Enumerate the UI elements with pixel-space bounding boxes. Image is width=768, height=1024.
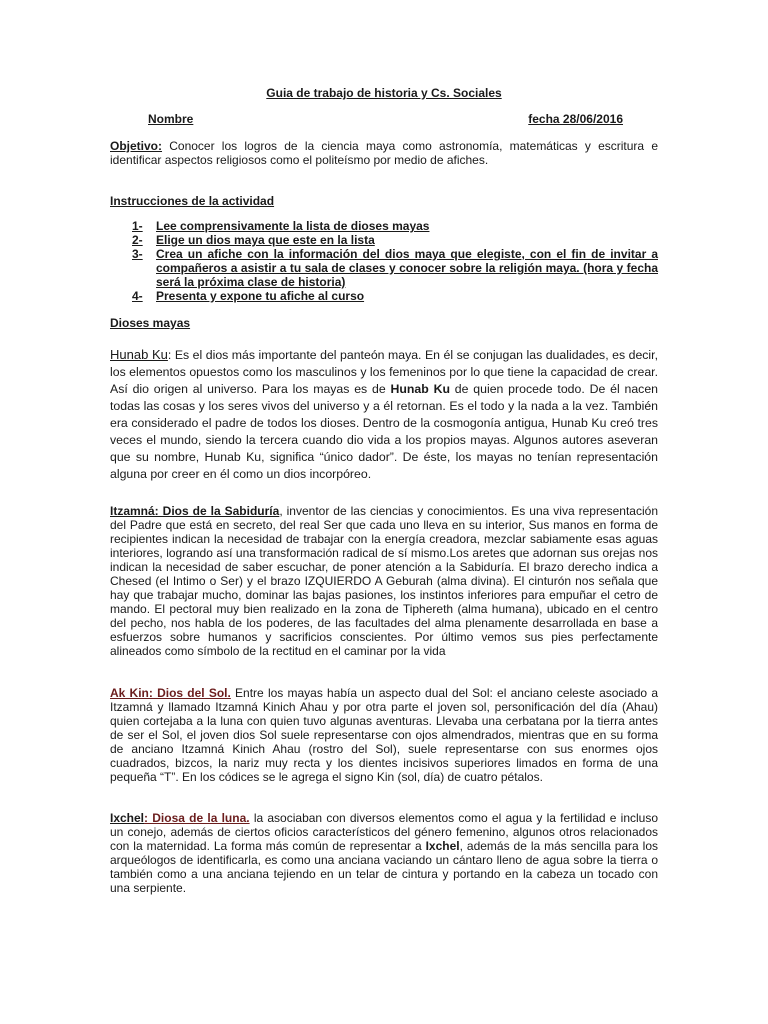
objective-label: Objetivo: [110,139,163,153]
akkin-name: Ak Kin: Dios del Sol. [110,686,231,700]
objective-paragraph [110,139,658,167]
list-item-text: Crea un afiche con la información del dios maya que elegiste, con el fin de invitar a compañeros a asistir a tu sala de clases y conocer sobre la religión maya. (hora y fecha será la próxima clase de historia) [156,247,658,289]
instructions-list [132,219,658,303]
itzamna-name: Itzamná: Dios de la Sabiduría [110,504,280,518]
date-label: fecha 28/06/2016 [528,112,623,126]
hunab-text-2: de quien procede todo. De él nacen todas las cosas y los seres vivos del universo y a él retornan. Es el todo y la nada a la vez. También era considerado el padre de todos los dioses. Dentro de la cosmogonía antigua, Hunab Ku creó tres veces el mundo, siendo la tercera cuando dio vida a los propios mayas. Algunos autores aseveran que su nombre, Hunab Ku, significa “único dador”. De éste, los mayas no tenían representación alguna por creer en él como un dios incorpóreo. [110,382,659,481]
itzamna-paragraph [110,504,658,658]
name-date-line [148,112,623,126]
ixchel-name: Ixchel [110,811,145,825]
hunab-paragraph [110,346,658,483]
list-item-number: 2- [132,233,143,247]
hunab-bold: Hunab Ku [390,382,450,396]
list-item-number: 4- [132,289,143,303]
ixchel-name-suffix: : Diosa de la luna. [144,811,250,825]
list-item-number: 1- [132,219,143,233]
list-item-text: Presenta y expone tu afiche al curso [156,289,365,303]
ixchel-text-1: la asociaban con diversos elementos como el agua y la fertilidad e incluso un conejo, además de ciertos oficios característicos del género femenino, algunos otros relacionados con la maternidad. La forma más común de representar a [110,811,659,853]
instructions-heading [110,194,658,208]
ixchel-paragraph [110,811,658,895]
list-item [132,289,658,303]
hunab-name: Hunab Ku [110,347,168,362]
akkin-paragraph [110,686,658,784]
list-item-text: Lee comprensivamente la lista de dioses mayas [156,219,430,233]
gods-heading [110,316,658,330]
name-label: Nombre [148,112,194,126]
gods-heading-text: Dioses mayas [110,316,191,330]
itzamna-text: , inventor de las ciencias y conocimientos. Es una viva representación del Padre que está en secreto, del real Ser que cada uno lleva en su interior, Sus manos en forma de recipientes indican la necesidad de trabajar con la energía creadora, mezclar sabiamente esas aguas interiores, logrando así una transformación radical de sí mismo.Los aretes que adornan sus orejas nos indican la necesidad de saber escuchar, de poner atención a la Sabiduría. El brazo derecho indica a Chesed (el Intimo o Ser) y el brazo IZQUIERDO A Geburah (alma divina). El cinturón nos señala que hay que trabajar mucho, dominar las bajas pasiones, los instintos inferiores para empuñar el cetro de mando. El pectoral muy bien realizado en la zona de Tiphereth (alma humana), ubicado en el centro del pecho, nos habla de los poderes, de las facultades del alma plenamente desarrollada en base a esfuerzos sobre humanos y sacrificios conscientes. Por último vemos sus pies perfectamente alineados como símbolo de la rectitud en el caminar por la vida [110,504,658,658]
akkin-text: Entre los mayas había un aspecto dual del Sol: el anciano celeste asociado a Itzamná y llamado Itzamná Kinich Ahau y por otra parte el joven sol, personificación del día (Ahau) quien cortejaba a la luna con quien tuvo algunas aventuras. Llevaba una cerbatana por la tierra antes de ser el Sol, el joven dios Sol suele representarse con ojos almendrados, mientras que en su forma de anciano Itzamná Kinich Ahau (rostro del Sol), suele representarse con sus enormes ojos cuadrados, bizcos, la nariz muy recta y los dientes incisivos superiores limados en forma de una pequeña “T”. En los códices se le agrega el signo Kin (sol, día) de cuatro pétalos. [110,686,658,784]
ixchel-bold: Ixchel [425,839,460,853]
page-title: Guia de trabajo de historia y Cs. Sociales [266,86,502,100]
list-item [132,233,658,247]
hunab-text-1: : Es el dios más importante del panteón maya. En él se conjugan las dualidades, es decir, los elementos opuestos como los masculinos y los femeninos por lo que tiene la capacidad de crear. Así dio origen al universo. Para los mayas es de [110,348,658,396]
objective-text: Conocer los logros de la ciencia maya como astronomía, matemáticas y escritura e identificar aspectos religiosos como el politeísmo por medio de afiches. [110,139,658,167]
list-item [132,247,658,289]
list-item [132,219,658,233]
list-item-text: Elige un dios maya que este en la lista [156,233,375,247]
instructions-heading-text: Instrucciones de la actividad [110,194,275,208]
list-item-number: 3- [132,247,143,261]
ixchel-text-2: , además de la más sencilla para los arqueólogos de identificarla, es como una anciana vaciando un cántaro lleno de agua sobre la tierra o también como a una anciana tejiendo en un telar de cintura y portando en la cabeza un tocado con una serpiente. [110,839,658,895]
